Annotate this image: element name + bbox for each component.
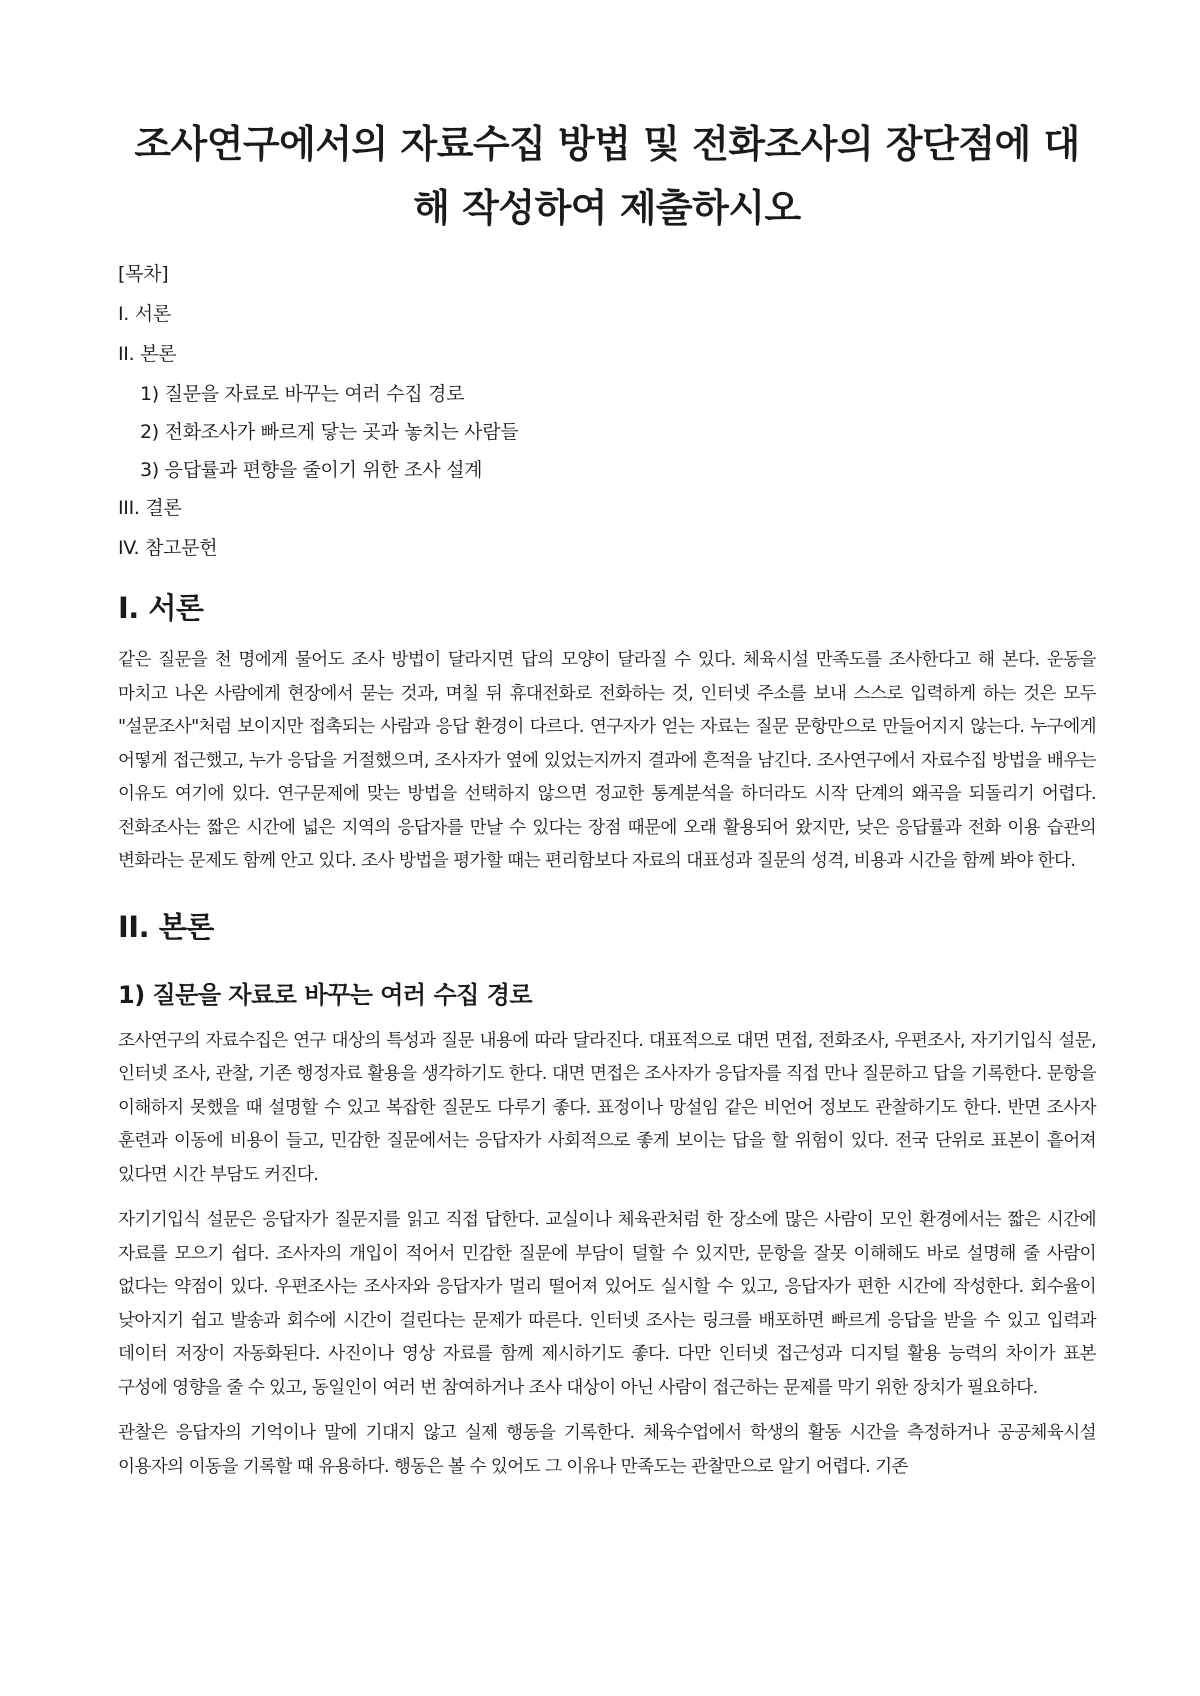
section-heading-intro: I. 서론 xyxy=(118,591,204,625)
section-heading-body: II. 본론 xyxy=(118,909,214,944)
toc-item-conclusion: III. 결론 xyxy=(118,497,182,519)
toc-item-intro: I. 서론 xyxy=(118,303,171,325)
subsection-heading-1: 1) 질문을 자료로 바꾸는 여러 수집 경로 xyxy=(118,980,533,1009)
toc-item-references: IV. 참고문헌 xyxy=(118,537,218,559)
body-paragraph: 자기기입식 설문은 응답자가 질문지를 읽고 직접 답한다. 교실이나 체육관처럼 한 장소에 많은 사람이 모인 환경에서는 짧은 시간에 자료를 모으기 쉽다. 조사자의 개입이 적어서 민감한 질문에 부담이 덜할 수 있지만, 문항을 잘못 이해해도 바로 설명해 줄 사람이 없다는 약점이 있다. 우편조사는 조사자와 응답자가 멀리 떨어져 있어도 실시할 수 있고, 응답자가 편한 시간에 작성한다. 회수율이 낮아지기 쉽고 발송과 회수에 시간이 걸린다는 문제가 따른다. 인터넷 조사는 링크를 배포하면 빠르게 응답을 받을 수 있고 입력과 데이터 저장이 자동화된다. 사진이나 영상 자료를 함께 제시하기도 좋다. 다만 인터넷 접근성과 디지털 활용 능력의 차이가 표본 구성에 영향을 줄 수 있고, 동일인이 여러 번 참여하거나 조사 대상이 아닌 사람이 접근하는 문제를 막기 위한 장치가 필요하다. xyxy=(118,1210,1096,1398)
body-paragraph: 조사연구의 자료수집은 연구 대상의 특성과 질문 내용에 따라 달라진다. 대표적으로 대면 면접, 전화조사, 우편조사, 자기기입식 설문, 인터넷 조사, 관찰, 기존 행정자료 활용을 생각하기도 한다. 대면 면접은 조사자가 응답자를 직접 만나 질문하고 답을 기록한다. 문항을 이해하지 못했을 때 설명할 수 있고 복잡한 질문도 다루기 좋다. 표정이나 망설임 같은 비언어 정보도 관찰하기도 한다. 반면 조사자 훈련과 이동에 비용이 들고, 민감한 질문에서는 응답자가 사회적으로 좋게 보이는 답을 할 위험이 있다. 전국 단위로 표본이 흩어져 있다면 시간 부담도 커진다. xyxy=(118,1030,1096,1185)
document-title: 조사연구에서의 자료수집 방법 및 전화조사의 장단점에 대해 작성하여 제출하시오 xyxy=(134,122,1080,230)
toc-item-body-1: 1) 질문을 자료로 바꾸는 여러 수집 경로 xyxy=(140,383,465,405)
table-of-contents xyxy=(118,262,1096,560)
body-paragraph: 관찰은 응답자의 기억이나 말에 기대지 않고 실제 행동을 기록한다. 체육수업에서 학생의 활동 시간을 측정하거나 공공체육시설 이용자의 이동을 기록할 때 유용하다. 행동은 볼 수 있어도 그 이유나 만족도는 관찰만으로 알기 어렵다. 기존 xyxy=(118,1423,1096,1477)
toc-heading: [목차] xyxy=(118,263,169,285)
intro-paragraph: 같은 질문을 천 명에게 물어도 조사 방법이 달라지면 답의 모양이 달라질 수 있다. 체육시설 만족도를 조사한다고 해 본다. 운동을 마치고 나온 사람에게 현장에서 묻는 것과, 며칠 뒤 휴대전화로 전화하는 것, 인터넷 주소를 보내 스스로 입력하게 하는 것은 모두 "설문조사"처럼 보이지만 접촉되는 사람과 응답 환경이 다르다. 연구자가 얻는 자료는 질문 문항만으로 만들어지지 않는다. 누구에게 어떻게 접근했고, 누가 응답을 거절했으며, 조사자가 옆에 있었는지까지 결과에 흔적을 남긴다. 조사연구에서 자료수집 방법을 배우는 이유도 여기에 있다. 연구문제에 맞는 방법을 선택하지 않으면 정교한 통계분석을 하더라도 시작 단계의 왜곡을 되돌리기 어렵다. 전화조사는 짧은 시간에 넓은 지역의 응답자를 만날 수 있다는 장점 때문에 오래 활용되어 왔지만, 낮은 응답률과 전화 이용 습관의 변화라는 문제도 함께 안고 있다. 조사 방법을 평가할 때는 편리함보다 자료의 대표성과 질문의 성격, 비용과 시간을 함께 봐야 한다. xyxy=(118,650,1096,871)
toc-item-body-3: 3) 응답률과 편향을 줄이기 위한 조사 설계 xyxy=(140,459,483,481)
toc-item-body-2: 2) 전화조사가 빠르게 닿는 곳과 놓치는 사람들 xyxy=(140,421,519,443)
toc-item-body: II. 본론 xyxy=(118,343,177,365)
